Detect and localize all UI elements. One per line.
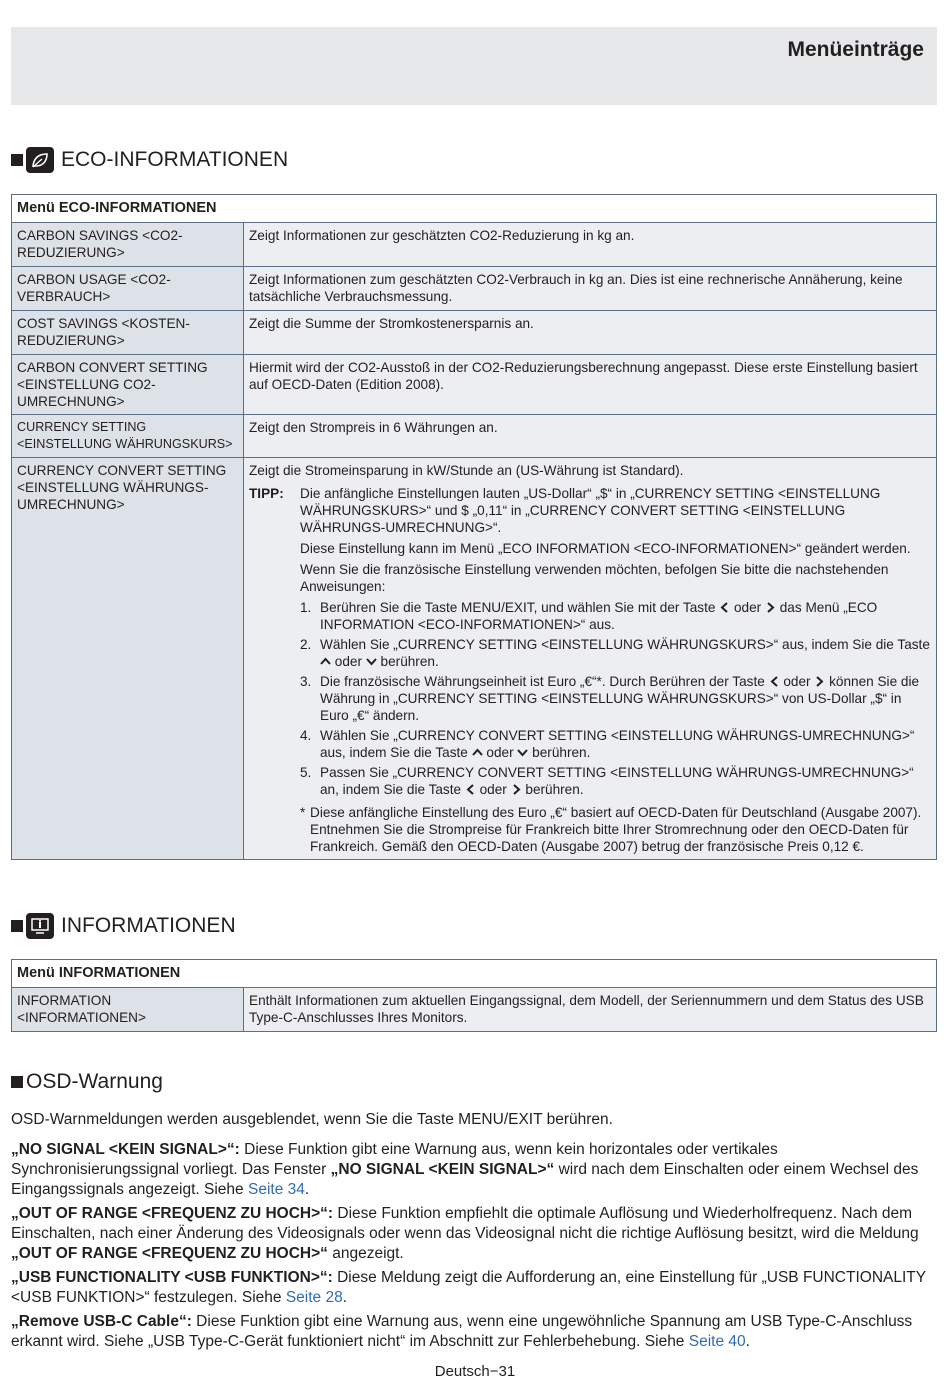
up-arrow-icon	[320, 656, 331, 667]
menu-item-desc: Zeigt den Strompreis in 6 Währungen an.	[244, 415, 937, 458]
table-row	[12, 223, 937, 267]
bullet-square-icon	[11, 1076, 23, 1088]
page-link[interactable]: Seite 28	[285, 1289, 343, 1306]
page-link[interactable]: Seite 40	[688, 1333, 746, 1350]
tip-text: Die anfängliche Einstellungen lauten „US-Dollar“ „$“ in „CURRENCY SETTING <EINSTELLUNG WÄHRUNGSKURS>“ und $ „0,11“ in „CURRENCY CONVERT SETTING <EINSTELLUNG WÄHRUNGS-UMRECHNUNG>“.	[300, 486, 881, 535]
info-table-title: Menü INFORMATIONEN	[12, 960, 937, 988]
menu-item-desc-block	[244, 458, 937, 860]
tip-block	[249, 485, 931, 801]
list-item: 1. Berühren Sie die Taste MENU/EXIT, und wählen Sie mit der Taste oder das Menü „ECO INFORMATION <ECO-INFORMATIONEN>“ aus.	[300, 600, 878, 632]
table-row	[12, 355, 937, 415]
page-number: Deutsch−31	[434, 1363, 516, 1380]
down-arrow-icon	[366, 656, 377, 667]
menu-item-name: INFORMATION <INFORMATIONEN>	[12, 988, 244, 1032]
menu-item-desc: Enthält Informationen zum aktuellen Eingangssignal, dem Modell, der Seriennummern und dem Status des USB Type-C-Anschlusses Ihres Monitors.	[244, 988, 937, 1032]
list-item: 2. Wählen Sie „CURRENCY SETTING <EINSTELLUNG WÄHRUNGSKURS>“ aus, indem Sie die Taste oder berühren.	[300, 637, 930, 669]
bullet-square-icon	[11, 154, 23, 166]
menu-item-name: CARBON SAVINGS <CO2-REDUZIERUNG>	[12, 223, 244, 267]
down-arrow-icon	[517, 747, 528, 758]
info-heading: INFORMATIONEN	[11, 913, 236, 939]
footnote: * Diese anfängliche Einstellung des Euro „€“ basiert auf OECD-Daten für Deutschland (Ausgabe 2007). Entnehmen Sie die Strompreise für Frankreich bitte Ihrer Stromrechnung oder den OECD-Daten für Frankreich. Gemäß den OECD-Daten (Ausgabe 2007) betrug der französische Preis 0,12 €.	[300, 805, 922, 854]
left-arrow-icon	[465, 784, 476, 795]
list-item: 5. Passen Sie „CURRENCY CONVERT SETTING <EINSTELLUNG WÄHRUNGS-UMRECHNUNG>“ an, indem Sie die Taste oder berühren.	[300, 765, 914, 797]
menu-item-name: CURRENCY SETTING <EINSTELLUNG WÄHRUNGSKURS>	[12, 415, 244, 458]
osd-paragraph: „NO SIGNAL <KEIN SIGNAL>“: Diese Funktion gibt eine Warnung aus, wenn kein horizontales oder vertikales Synchronisierungssignal vorliegt. Das Fenster „NO SIGNAL <KEIN SIGNAL>“ wird nach dem Einschalten oder einem Wechsel des Eingangssignals angezeigt. Siehe Seite 34.	[11, 1141, 919, 1198]
monitor-info-icon	[26, 913, 54, 939]
up-arrow-icon	[472, 747, 483, 758]
menu-item-name: COST SAVINGS <KOSTEN-REDUZIERUNG>	[12, 311, 244, 355]
tip-text: Wenn Sie die französische Einstellung verwenden möchten, befolgen Sie bitte die nachstehenden Anweisungen:	[300, 562, 889, 594]
eco-table	[11, 194, 937, 860]
steps-list	[300, 599, 931, 798]
menu-item-desc: Zeigt die Summe der Stromkostenersparnis an.	[244, 311, 937, 355]
right-arrow-icon	[814, 676, 825, 687]
table-row	[12, 988, 937, 1032]
bullet-square-icon	[11, 920, 23, 932]
menu-item-desc: Zeigt Informationen zur geschätzten CO2-Reduzierung in kg an.	[244, 223, 937, 267]
osd-paragraph: „USB FUNCTIONALITY <USB FUNKTION>“: Diese Meldung zeigt die Aufforderung an, eine Einstellung für „USB FUNCTIONALITY <USB FUNKTION>“ festzulegen. Siehe Seite 28.	[11, 1269, 926, 1306]
list-item: 4. Wählen Sie „CURRENCY CONVERT SETTING <EINSTELLUNG WÄHRUNGS-UMRECHNUNG>“ aus, indem Sie die Taste oder berühren.	[300, 728, 915, 760]
table-row	[12, 415, 937, 458]
right-arrow-icon	[511, 784, 522, 795]
menu-item-name: CARBON USAGE <CO2-VERBRAUCH>	[12, 267, 244, 311]
eco-table-title: Menü ECO-INFORMATIONEN	[12, 195, 937, 223]
osd-paragraph: „Remove USB-C Cable“: Diese Funktion gibt eine Warnung aus, wenn eine ungewöhnliche Spannung am USB Type-C-Anschluss erkannt wird. Siehe „USB Type-C-Gerät funktioniert nicht“ im Abschnitt zur Fehlerbehebung. Siehe Seite 40.	[11, 1313, 913, 1350]
table-row	[12, 458, 937, 860]
menu-item-desc: Hiermit wird der CO2-Ausstoß in der CO2-Reduzierungsberechnung angepasst. Diese erste Einstellung basiert auf OECD-Daten (Edition 2008).	[244, 355, 937, 415]
info-table	[11, 959, 937, 1032]
table-row	[12, 267, 937, 311]
tip-body	[300, 485, 931, 801]
table-row	[12, 311, 937, 355]
menu-item-name: CURRENCY CONVERT SETTING <EINSTELLUNG WÄHRUNGS-UMRECHNUNG>	[12, 458, 244, 860]
menu-item-desc: Zeigt die Stromeinsparung in kW/Stunde an (US-Währung ist Standard).	[249, 463, 684, 478]
osd-intro: OSD-Warnmeldungen werden ausgeblendet, wenn Sie die Taste MENU/EXIT berühren.	[11, 1111, 613, 1128]
right-arrow-icon	[765, 602, 776, 613]
menu-item-desc: Zeigt Informationen zum geschätzten CO2-Verbrauch in kg an. Dies ist eine rechnerische Annäherung, keine tatsächliche Verbrauchsmessung.	[244, 267, 937, 311]
page-link[interactable]: Seite 34	[247, 1181, 305, 1198]
list-item: 3. Die französische Währungseinheit ist Euro „€“*. Durch Berühren der Taste oder können Sie die Währung in „CURRENCY SETTING <EINSTELLUNG WÄHRUNGSKURS>“ von US-Dollar „$“ in Euro „€“ ändern.	[300, 674, 920, 723]
page-section-title: Menüeinträge	[787, 38, 924, 61]
left-arrow-icon	[719, 602, 730, 613]
left-arrow-icon	[769, 676, 780, 687]
menu-item-name: CARBON CONVERT SETTING <EINSTELLUNG CO2-UMRECHNUNG>	[12, 355, 244, 415]
eco-heading: ECO-INFORMATIONEN	[11, 147, 288, 173]
leaf-icon	[26, 147, 54, 173]
tip-label: TIPP:	[249, 486, 284, 501]
tip-text: Diese Einstellung kann im Menü „ECO INFORMATION <ECO-INFORMATIONEN>“ geändert werden.	[300, 541, 911, 556]
osd-paragraph: „OUT OF RANGE <FREQUENZ ZU HOCH>“: Diese Funktion empfiehlt die optimale Auflösung und Wiederholfrequenz. Nach dem Einschalten, nach einer Änderung des Videosignals oder wenn das Videosignal nicht die richtige Auflösung besitzt, wird die Meldung „OUT OF RANGE <FREQUENZ ZU HOCH>“ angezeigt.	[11, 1205, 919, 1262]
osd-heading: OSD-Warnung	[11, 1070, 163, 1094]
